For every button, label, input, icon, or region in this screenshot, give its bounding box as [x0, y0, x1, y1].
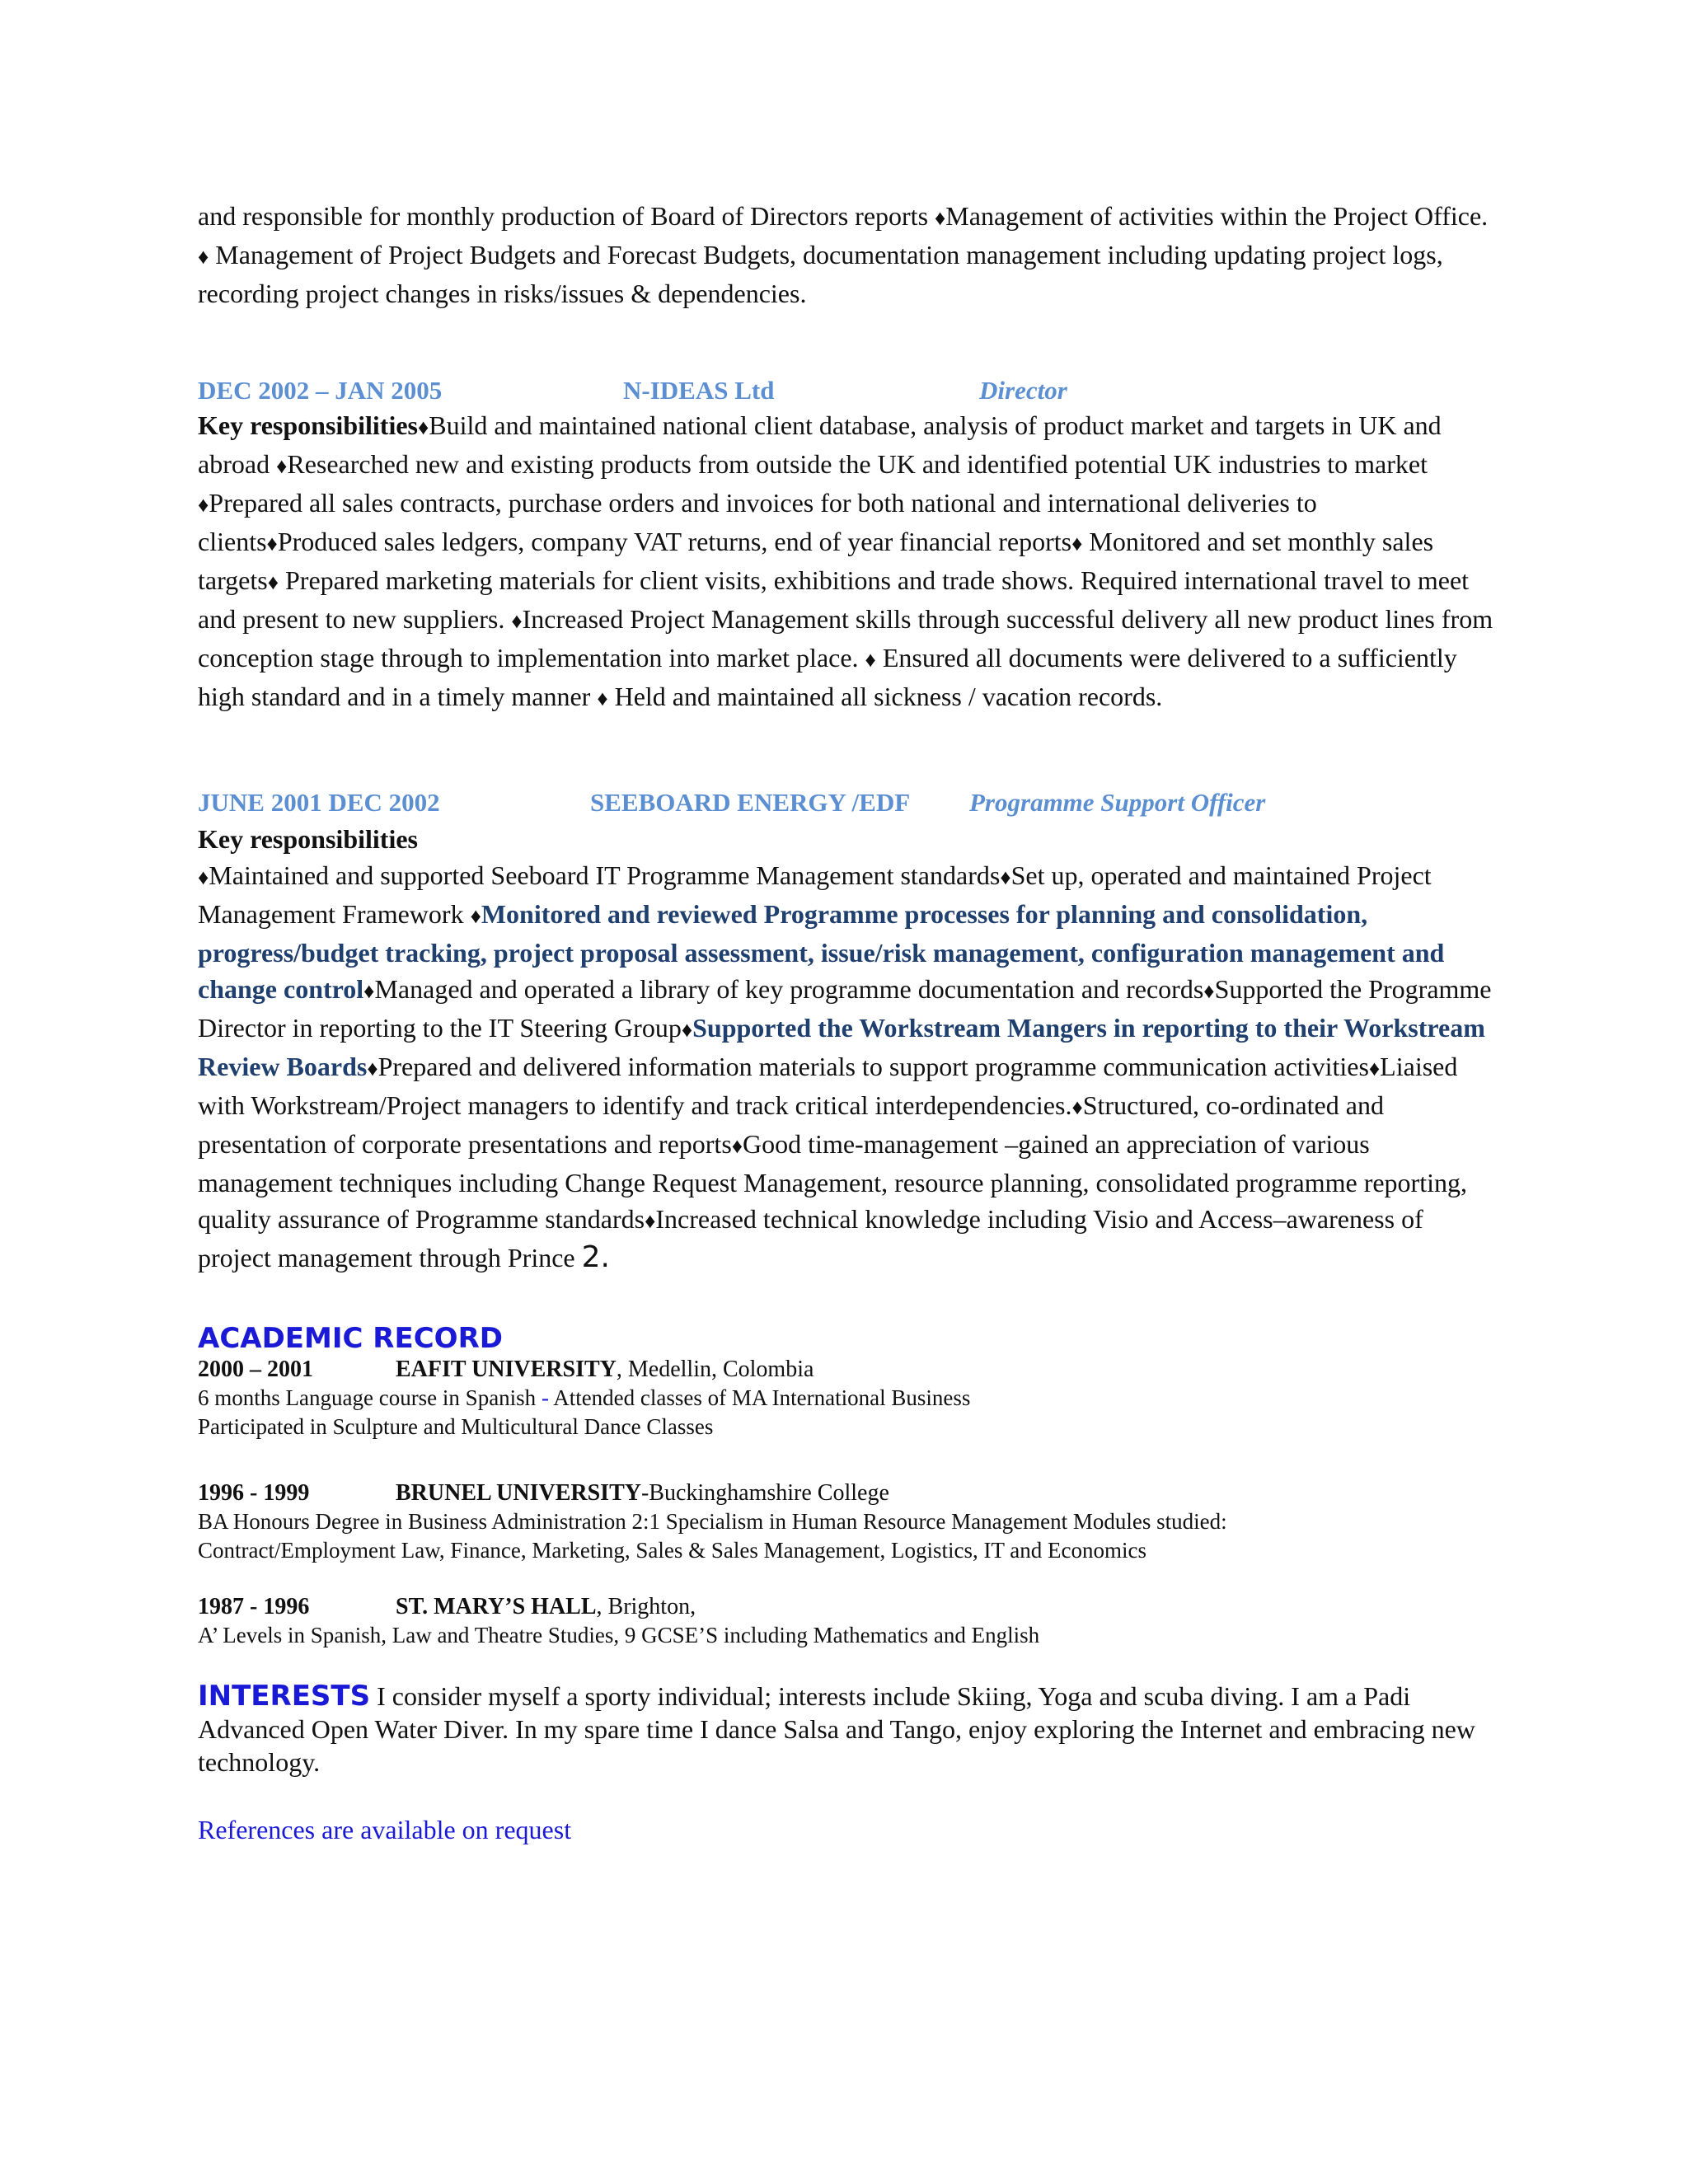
responsibility-item: Increased Project Management skills through successful delivery all new product lines from conception stage through to implementation into market place.: [198, 604, 1493, 673]
responsibility-item: Build and maintained national client database, analysis of product market and targets in UK and abroad: [198, 410, 1442, 479]
diamond-bullet-icon: ♦: [935, 206, 946, 230]
key-responsibilities-label: Key responsibilities: [198, 410, 418, 440]
highlighted-responsibility: Supported the Workstream Mangers in reporting to their Workstream Review Boards: [198, 1013, 1485, 1081]
diamond-bullet-icon: ♦: [1368, 1057, 1381, 1080]
responsibility-item: Produced sales ledgers, company VAT returns, end of year financial reports: [277, 527, 1072, 556]
school-place: -Buckinghamshire College: [640, 1480, 889, 1506]
diamond-bullet-icon: ♦: [198, 865, 209, 889]
intro-text: Management of activities within the Project Office.: [945, 201, 1489, 231]
diamond-bullet-icon: ♦: [367, 1057, 378, 1080]
diamond-bullet-icon: ♦: [597, 687, 608, 710]
diamond-bullet-icon: ♦: [1000, 865, 1011, 889]
highlighted-responsibility: Monitored and reviewed Programme processes for planning and consolidation, progress/budget tracking, project proposal assessment, issue/risk management, configuration management and change control: [198, 899, 1445, 1004]
education-entry: [198, 1479, 1500, 1565]
intro-paragraph: [198, 198, 1500, 312]
education-detail: BA Honours Degree in Business Administration 2:1 Specialism in Human Resource Management Modules studied:: [198, 1509, 1227, 1534]
responsibility-item: Set up, operated and maintained Project Management Framework: [198, 860, 1432, 929]
diamond-bullet-icon: ♦: [267, 570, 279, 594]
job2-responsibilities: [198, 821, 1500, 1276]
job1-company: N-IDEAS Ltd: [623, 376, 775, 405]
school-name: EAFIT UNIVERSITY: [396, 1357, 617, 1382]
diamond-bullet-icon: ♦: [470, 904, 481, 928]
diamond-bullet-icon: ♦: [681, 1018, 693, 1042]
responsibility-item: Prepared all sales contracts, purchase orders and invoices for both national and international deliveries to clients: [198, 488, 1317, 556]
responsibility-item: Held and maintained all sickness / vacation records.: [607, 682, 1163, 711]
academic-record-heading: ACADEMIC RECORD: [198, 1322, 503, 1355]
responsibility-item: Ensured all documents were delivered to a sufficiently high standard and in a timely manner: [198, 643, 1457, 711]
job2-title: Programme Support Officer: [969, 788, 1266, 817]
responsibility-item: Structured, co-ordinated and presentation of corporate presentations and reports: [198, 1090, 1384, 1159]
responsibility-item: Good time-management –gained an appreciation of various management techniques including Change Request Management, resource planning, consolidated programme reporting, quality assurance of Programme standards: [198, 1129, 1467, 1234]
diamond-bullet-icon: ♦: [511, 609, 523, 633]
diamond-bullet-icon: ♦: [363, 979, 375, 1003]
intro-text: Management of Project Budgets and Forecast Budgets, documentation management including updating project logs, recording project changes in risks/issues & dependencies.: [198, 240, 1443, 308]
responsibility-item: Maintained and supported Seeboard IT Programme Management standards: [209, 860, 1001, 890]
references-note: References are available on request: [198, 1815, 572, 1844]
education-detail: A’ Levels in Spanish, Law and Theatre Studies, 9 GCSE’S including Mathematics and English: [198, 1623, 1040, 1647]
interests-text: I consider myself a sporty individual; interests include Skiing, Yoga and scuba diving. I am a Padi Advanced Open Water Diver. In my spare time I dance Salsa and Tango, enjoy exploring the Internet and embracing new technology.: [198, 1681, 1475, 1777]
education-detail: 6 months Language course in Spanish: [198, 1385, 542, 1410]
school-place: , Brighton,: [596, 1594, 696, 1619]
school-place: , Medellin, Colombia: [616, 1357, 814, 1382]
key-responsibilities-label: Key responsibilities: [198, 824, 418, 854]
diamond-bullet-icon: ♦: [731, 1134, 743, 1158]
education-entry: [198, 1592, 1500, 1650]
education-entry: [198, 1355, 1500, 1441]
responsibility-item: Prepared marketing materials for client visits, exhibitions and trade shows. Required international travel to meet and present to new suppliers.: [198, 565, 1470, 634]
responsibility-item: Monitored and set monthly sales targets: [198, 527, 1434, 595]
diamond-bullet-icon: ♦: [865, 648, 876, 672]
school-name: ST. MARY’S HALL: [396, 1594, 597, 1619]
education-detail: Attended classes of MA International Business: [548, 1385, 971, 1410]
diamond-bullet-icon: ♦: [1071, 532, 1083, 555]
job1-title: Director: [979, 376, 1067, 405]
education-years: 2000 – 2001: [198, 1357, 313, 1382]
responsibility-item: Prepared and delivered information materials to support programme communication activities: [377, 1052, 1369, 1081]
prince-version: 2.: [581, 1240, 610, 1274]
intro-text: and responsible for monthly production of Board of Directors reports: [198, 201, 935, 231]
diamond-bullet-icon: ♦: [198, 245, 209, 269]
job1-responsibilities: [198, 407, 1500, 717]
job1-dates: DEC 2002 – JAN 2005: [198, 376, 443, 405]
responsibility-item: Increased technical knowledge including Visio and Access–awareness of project management through Prince: [198, 1204, 1423, 1272]
responsibility-item: Liaised with Workstream/Project managers to identify and track critical interdependencies.: [198, 1052, 1458, 1120]
education-separator: -: [541, 1385, 549, 1410]
education-years: 1987 - 1996: [198, 1594, 310, 1619]
interests-heading: INTERESTS: [198, 1680, 371, 1713]
education-detail: Contract/Employment Law, Finance, Marketing, Sales & Sales Management, Logistics, IT and Economics: [198, 1538, 1146, 1563]
job2-company: SEEBOARD ENERGY /EDF: [590, 788, 911, 817]
responsibility-item: Researched new and existing products from outside the UK and identified potential UK industries to market: [287, 449, 1428, 479]
education-years: 1996 - 1999: [198, 1480, 310, 1506]
school-name: BRUNEL UNIVERSITY: [396, 1480, 641, 1506]
diamond-bullet-icon: ♦: [266, 532, 278, 555]
responsibility-item: Supported the Programme Director in reporting to the IT Steering Group: [198, 974, 1492, 1043]
diamond-bullet-icon: ♦: [1203, 979, 1215, 1003]
diamond-bullet-icon: ♦: [1071, 1095, 1083, 1119]
interests-paragraph: [198, 1680, 1500, 1779]
responsibility-item: Managed and operated a library of key programme documentation and records: [374, 974, 1204, 1004]
job2-dates: JUNE 2001 DEC 2002: [198, 788, 440, 817]
diamond-bullet-icon: ♦: [417, 415, 429, 439]
diamond-bullet-icon: ♦: [276, 454, 288, 478]
diamond-bullet-icon: ♦: [645, 1209, 656, 1233]
education-detail: Participated in Sculpture and Multicultural Dance Classes: [198, 1414, 714, 1439]
diamond-bullet-icon: ♦: [198, 493, 209, 517]
